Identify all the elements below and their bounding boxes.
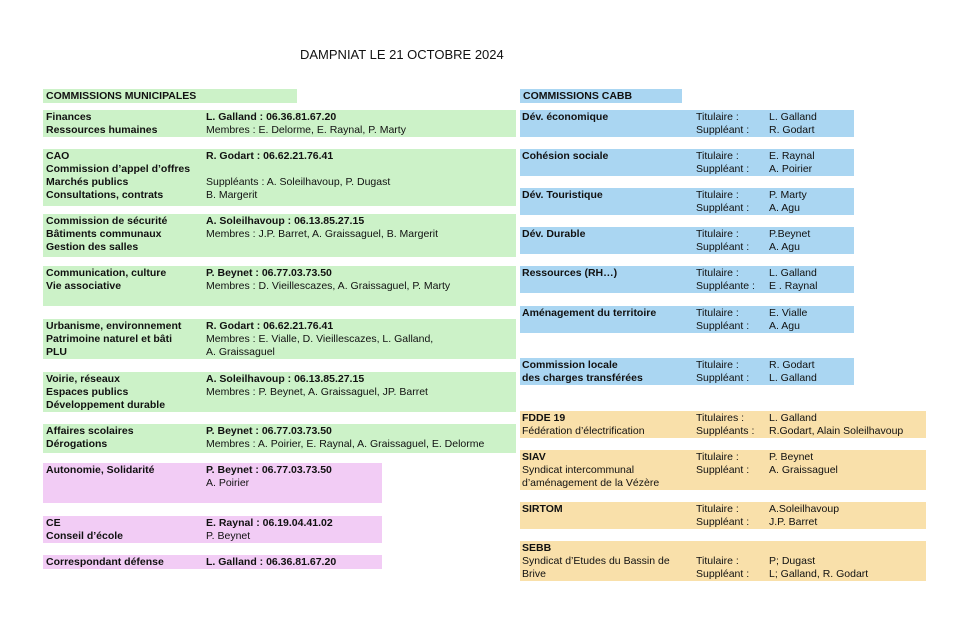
- cabb-commission-name: des charges transférées: [522, 372, 643, 384]
- commission-label: Voirie, réseaux: [46, 373, 120, 385]
- cabb-block: [520, 110, 854, 137]
- commission-label: Commission de sécurité: [46, 215, 168, 227]
- members-text: Membres : D. Vieillescazes, A. Graissaguel, P. Marty: [206, 280, 451, 292]
- cabb-commission-name: Syndicat d’Etudes du Bassin de: [522, 555, 670, 567]
- cabb-commission-name: SIRTOM: [522, 503, 563, 515]
- commission-block: [43, 266, 516, 306]
- members-text: P. Beynet: [206, 530, 251, 542]
- cabb-block: [520, 306, 854, 333]
- cabb-commission-name: Dév. Touristique: [522, 189, 603, 201]
- page-title: DAMPNIAT LE 21 OCTOBRE 2024: [300, 47, 504, 62]
- members-text: A. Poirier: [206, 477, 250, 489]
- role-label: Titulaires :: [696, 412, 745, 424]
- cabb-commission-name: SEBB: [522, 542, 552, 554]
- commission-label: Correspondant défense: [46, 556, 164, 568]
- role-label: Titulaire :: [696, 503, 739, 515]
- commission-label: Patrimoine naturel et bâti: [46, 333, 173, 345]
- person-name: P. Marty: [769, 189, 807, 201]
- person-name: L. Galland: [769, 372, 817, 384]
- person-name: L; Galland, R. Godart: [769, 568, 869, 580]
- role-label: Suppléant :: [696, 372, 750, 384]
- cabb-commission-name: Brive: [522, 568, 546, 580]
- person-name: L. Galland: [769, 267, 817, 279]
- cabb-commission-name: Aménagement du territoire: [522, 307, 657, 319]
- person-name: A. Poirier: [769, 163, 813, 175]
- referent-contact: R. Godart : 06.62.21.76.41: [206, 320, 334, 332]
- cabb-commission-name: Dév. économique: [522, 111, 609, 123]
- person-name: P.Beynet: [769, 228, 811, 240]
- commission-block: [43, 463, 382, 503]
- role-label: Suppléant :: [696, 124, 750, 136]
- commission-label: CE: [46, 517, 61, 529]
- role-label: Titulaire :: [696, 150, 739, 162]
- commission-label: Affaires scolaires: [46, 425, 134, 437]
- members-text: Suppléants : A. Soleilhavoup, P. Dugast: [206, 176, 391, 188]
- commission-block: [43, 319, 516, 359]
- referent-contact: L. Galland : 06.36.81.67.20: [206, 556, 337, 568]
- role-label: Titulaire :: [696, 359, 739, 371]
- referent-contact: P. Beynet : 06.77.03.73.50: [206, 267, 332, 279]
- referent-contact: A. Soleilhavoup : 06.13.85.27.15: [206, 373, 365, 385]
- referent-contact: E. Raynal : 06.19.04.41.02: [206, 517, 333, 529]
- commission-label: CAO: [46, 150, 70, 162]
- cabb-block: [520, 541, 926, 581]
- members-text: Membres : P. Beynet, A. Graissaguel, JP. Barret: [206, 386, 428, 398]
- role-label: Suppléant :: [696, 241, 750, 253]
- cabb-commission-name: d’aménagement de la Vézère: [522, 477, 660, 489]
- referent-contact: L. Galland : 06.36.81.67.20: [206, 111, 337, 123]
- commission-label: Communication, culture: [46, 267, 167, 279]
- members-text: B. Margerit: [206, 189, 258, 201]
- cabb-block: [520, 188, 854, 215]
- role-label: Titulaire :: [696, 451, 739, 463]
- commission-block: [43, 214, 516, 257]
- commission-label: PLU: [46, 346, 67, 358]
- cabb-commission-name: SIAV: [522, 451, 546, 463]
- role-label: Titulaire :: [696, 189, 739, 201]
- role-label: Suppléants :: [696, 425, 755, 437]
- person-name: L. Galland: [769, 412, 817, 424]
- person-name: E . Raynal: [769, 280, 818, 292]
- role-label: Titulaire :: [696, 228, 739, 240]
- members-text: Membres : J.P. Barret, A. Graissaguel, B. Margerit: [206, 228, 439, 240]
- commission-label: Conseil d’école: [46, 530, 124, 542]
- cabb-block: [520, 266, 854, 293]
- cabb-block: [520, 502, 926, 529]
- members-text: A. Graissaguel: [206, 346, 275, 358]
- commission-label: Finances: [46, 111, 92, 123]
- commission-label: Ressources humaines: [46, 124, 158, 136]
- members-text: Membres : E. Vialle, D. Vieillescazes, L. Galland,: [206, 333, 434, 345]
- person-name: E. Vialle: [769, 307, 808, 319]
- person-name: R.Godart, Alain Soleilhavoup: [769, 425, 904, 437]
- person-name: L. Galland: [769, 111, 817, 123]
- referent-contact: P. Beynet : 06.77.03.73.50: [206, 464, 332, 476]
- role-label: Suppléant :: [696, 320, 750, 332]
- person-name: E. Raynal: [769, 150, 815, 162]
- referent-contact: R. Godart : 06.62.21.76.41: [206, 150, 334, 162]
- commission-label: Dérogations: [46, 438, 108, 450]
- cabb-commission-name: Commission locale: [522, 359, 618, 371]
- person-name: R. Godart: [769, 124, 815, 136]
- header-commissions-municipales: COMMISSIONS MUNICIPALES: [43, 89, 297, 103]
- commission-label: Développement durable: [46, 399, 166, 411]
- referent-contact: A. Soleilhavoup : 06.13.85.27.15: [206, 215, 365, 227]
- cabb-commission-name: FDDE 19: [522, 412, 566, 424]
- person-name: P; Dugast: [769, 555, 816, 567]
- cabb-block: [520, 358, 854, 385]
- commission-label: Consultations, contrats: [46, 189, 164, 201]
- commission-block: [43, 424, 516, 453]
- commission-label: Marchés publics: [46, 176, 129, 188]
- commission-label: Bâtiments communaux: [46, 228, 162, 240]
- role-label: Suppléant :: [696, 516, 750, 528]
- commission-label: Vie associative: [46, 280, 122, 292]
- role-label: Suppléant :: [696, 163, 750, 175]
- person-name: J.P. Barret: [769, 516, 818, 528]
- person-name: A. Agu: [769, 241, 800, 253]
- role-label: Suppléant :: [696, 202, 750, 214]
- cabb-block: [520, 411, 926, 438]
- role-label: Suppléante :: [696, 280, 755, 292]
- person-name: A.Soleilhavoup: [769, 503, 840, 515]
- commission-block: [43, 555, 382, 569]
- cabb-commission-name: Ressources (RH…): [522, 267, 618, 279]
- cabb-block: [520, 450, 926, 490]
- commission-block: [43, 516, 382, 543]
- cabb-block: [520, 149, 854, 176]
- cabb-commission-name: Syndicat intercommunal: [522, 464, 635, 476]
- commission-block: [43, 110, 516, 137]
- person-name: P. Beynet: [769, 451, 814, 463]
- commission-label: Autonomie, Solidarité: [46, 464, 155, 476]
- cabb-block: [520, 227, 854, 254]
- person-name: A. Agu: [769, 320, 800, 332]
- role-label: Suppléant :: [696, 464, 750, 476]
- cabb-commission-name: Cohésion sociale: [522, 150, 609, 162]
- commission-label: Urbanisme, environnement: [46, 320, 182, 332]
- members-text: Membres : E. Delorme, E. Raynal, P. Marty: [206, 124, 406, 136]
- role-label: Suppléant :: [696, 568, 750, 580]
- role-label: Titulaire :: [696, 267, 739, 279]
- commission-label: Commission d’appel d’offres: [46, 163, 191, 175]
- commission-label: Gestion des salles: [46, 241, 139, 253]
- cabb-commission-name: Fédération d’électrification: [522, 425, 645, 437]
- person-name: A. Graissaguel: [769, 464, 838, 476]
- members-text: Membres : A. Poirier, E. Raynal, A. Graissaguel, E. Delorme: [206, 438, 485, 450]
- person-name: R. Godart: [769, 359, 815, 371]
- role-label: Titulaire :: [696, 555, 739, 567]
- commission-block: [43, 149, 516, 206]
- referent-contact: P. Beynet : 06.77.03.73.50: [206, 425, 332, 437]
- role-label: Titulaire :: [696, 307, 739, 319]
- role-label: Titulaire :: [696, 111, 739, 123]
- header-commissions-cabb: COMMISSIONS CABB: [520, 89, 682, 103]
- commission-block: [43, 372, 516, 412]
- person-name: A. Agu: [769, 202, 800, 214]
- commission-label: Espaces publics: [46, 386, 129, 398]
- cabb-commission-name: Dév. Durable: [522, 228, 586, 240]
